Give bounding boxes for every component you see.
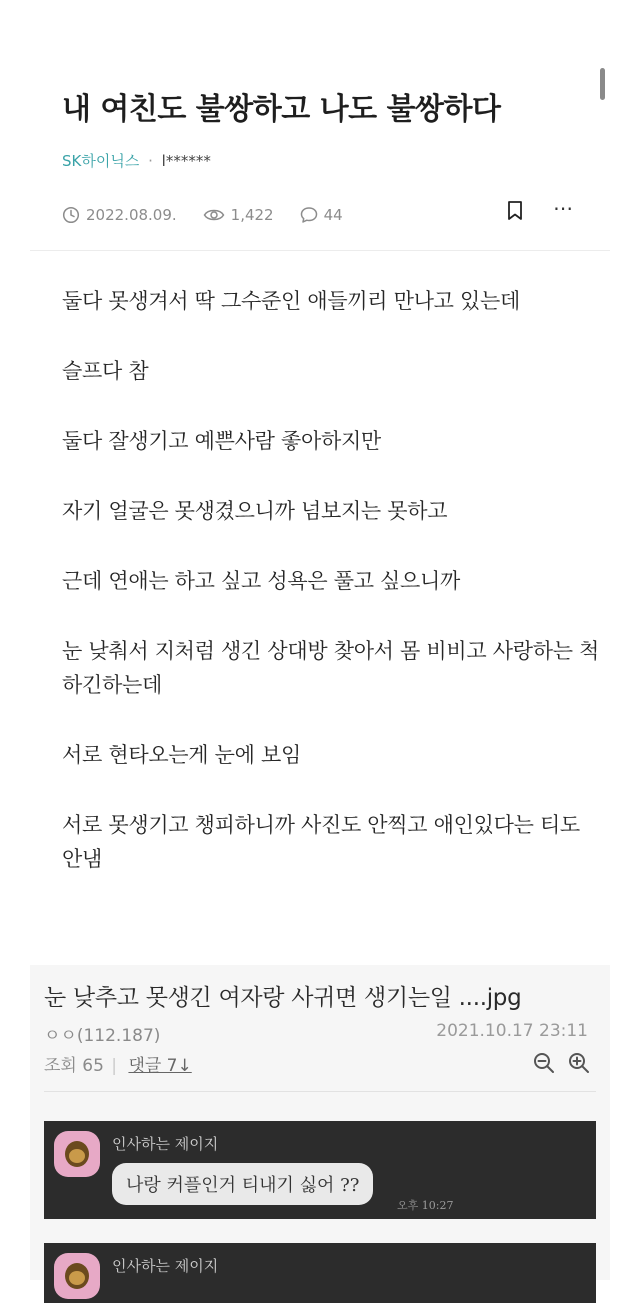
comments-count: 44 (323, 206, 343, 224)
embed-author: ㅇㅇ(112.187) (44, 1026, 161, 1046)
comment-icon (300, 206, 318, 224)
chat-sender-name: 인사하는 제이지 (112, 1135, 219, 1153)
scrollbar-thumb[interactable] (600, 68, 605, 100)
company-link[interactable]: SK하이닉스 (62, 152, 140, 170)
avatar-face-inner (69, 1271, 85, 1285)
stats-divider: | (111, 1056, 118, 1076)
author-name[interactable]: l****** (161, 152, 211, 170)
post-views (203, 206, 274, 224)
views-count: 1,422 (230, 206, 274, 224)
divider (30, 250, 610, 251)
date-text: 2022.08.09. (86, 206, 177, 224)
post-paragraph: 슬프다 참 (62, 359, 149, 383)
chat-message (44, 1121, 596, 1219)
post-body (62, 284, 602, 912)
bookmark-icon[interactable] (505, 200, 525, 222)
post-paragraph: 자기 얼굴은 못생겼으니까 넘보지는 못하고 (62, 499, 448, 523)
eye-icon (203, 207, 225, 223)
embed-title: 눈 낮추고 못생긴 여자랑 사귀면 생기는일 ....jpg (44, 985, 522, 1011)
avatar (54, 1253, 100, 1299)
embed-comments-link: 댓글 7↓ (128, 1056, 192, 1076)
post-paragraph: 눈 낮춰서 지처럼 생긴 상대방 찾아서 몸 비비고 사랑하는 척 하긴하는데 (62, 639, 600, 697)
zoom-out-icon (532, 1051, 556, 1075)
embed-stats (44, 1051, 192, 1076)
author-line (62, 150, 211, 171)
post-paragraph: 둘다 잘생기고 예쁜사람 좋아하지만 (62, 429, 381, 453)
post-paragraph: 둘다 못생겨서 딱 그수준인 애들끼리 만나고 있는데 (62, 289, 520, 313)
embedded-screenshot (30, 965, 610, 1280)
embed-views: 조회 65 (44, 1056, 104, 1076)
chat-bubble: 나랑 커플인거 티내기 싫어 ?? (112, 1163, 373, 1205)
avatar-face-inner (69, 1149, 85, 1163)
chat-time: 오후 10:27 (397, 1199, 454, 1212)
avatar (54, 1131, 100, 1177)
post-paragraph: 근데 연애는 하고 싶고 성욕은 풀고 싶으니까 (62, 569, 460, 593)
post-paragraph: 서로 현타오는게 눈에 보임 (62, 743, 301, 767)
clock-icon (62, 206, 80, 224)
more-icon[interactable]: ⋯ (553, 196, 574, 220)
embed-divider (44, 1091, 596, 1092)
post-title: 내 여친도 불쌍하고 나도 불쌍하다 (62, 92, 501, 127)
chat-sender-name: 인사하는 제이지 (112, 1257, 219, 1275)
post-date (62, 206, 177, 224)
post-comments[interactable] (300, 206, 343, 224)
chat-message (44, 1243, 596, 1303)
zoom-in-icon (567, 1051, 591, 1075)
post-paragraph: 서로 못생기고 챙피하니까 사진도 안찍고 애인있다는 티도 안냄 (62, 813, 580, 871)
embed-date: 2021.10.17 23:11 (436, 1021, 588, 1041)
post-meta (62, 203, 369, 227)
separator: · (148, 152, 153, 170)
